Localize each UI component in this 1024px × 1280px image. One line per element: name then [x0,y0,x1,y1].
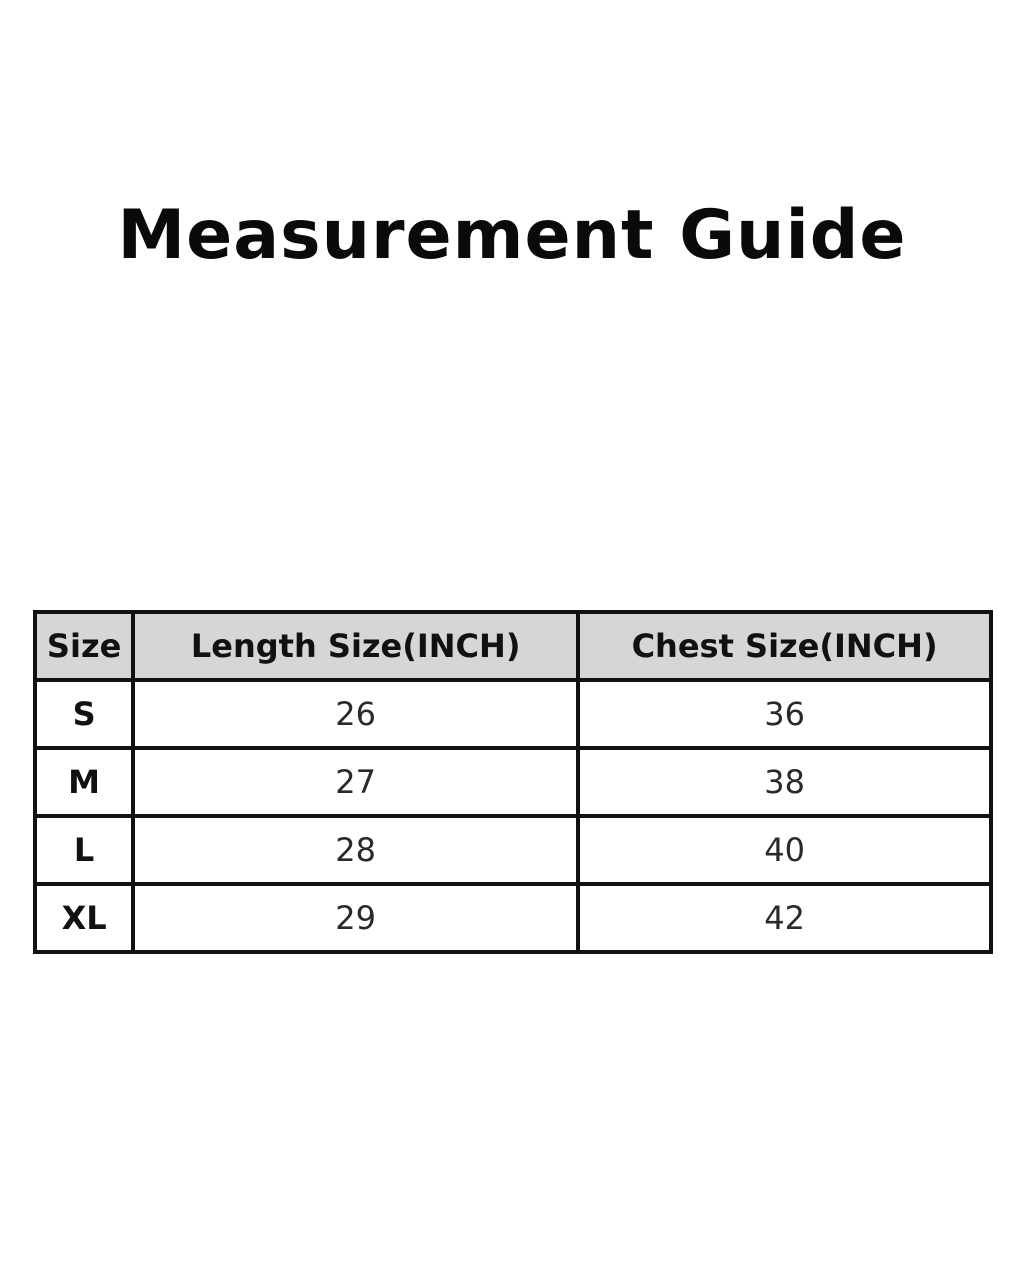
table-row [35,748,991,816]
header-chest: Chest Size(INCH) [578,612,991,680]
length-cell: 26 [133,680,578,748]
table-row [35,680,991,748]
chest-cell: 40 [578,816,991,884]
header-row [35,612,991,680]
chest-cell: 36 [578,680,991,748]
header-size: Size [35,612,133,680]
size-cell: S [35,680,133,748]
chest-cell: 38 [578,748,991,816]
length-cell: 29 [133,884,578,952]
chest-cell: 42 [578,884,991,952]
table-row [35,816,991,884]
length-cell: 28 [133,816,578,884]
header-length: Length Size(INCH) [133,612,578,680]
size-cell: L [35,816,133,884]
length-cell: 27 [133,748,578,816]
size-cell: M [35,748,133,816]
size-cell: XL [35,884,133,952]
table-row [35,884,991,952]
page-title: Measurement Guide [117,196,907,275]
table-body [35,680,991,952]
measurement-table [33,610,993,954]
table-header [35,612,991,680]
